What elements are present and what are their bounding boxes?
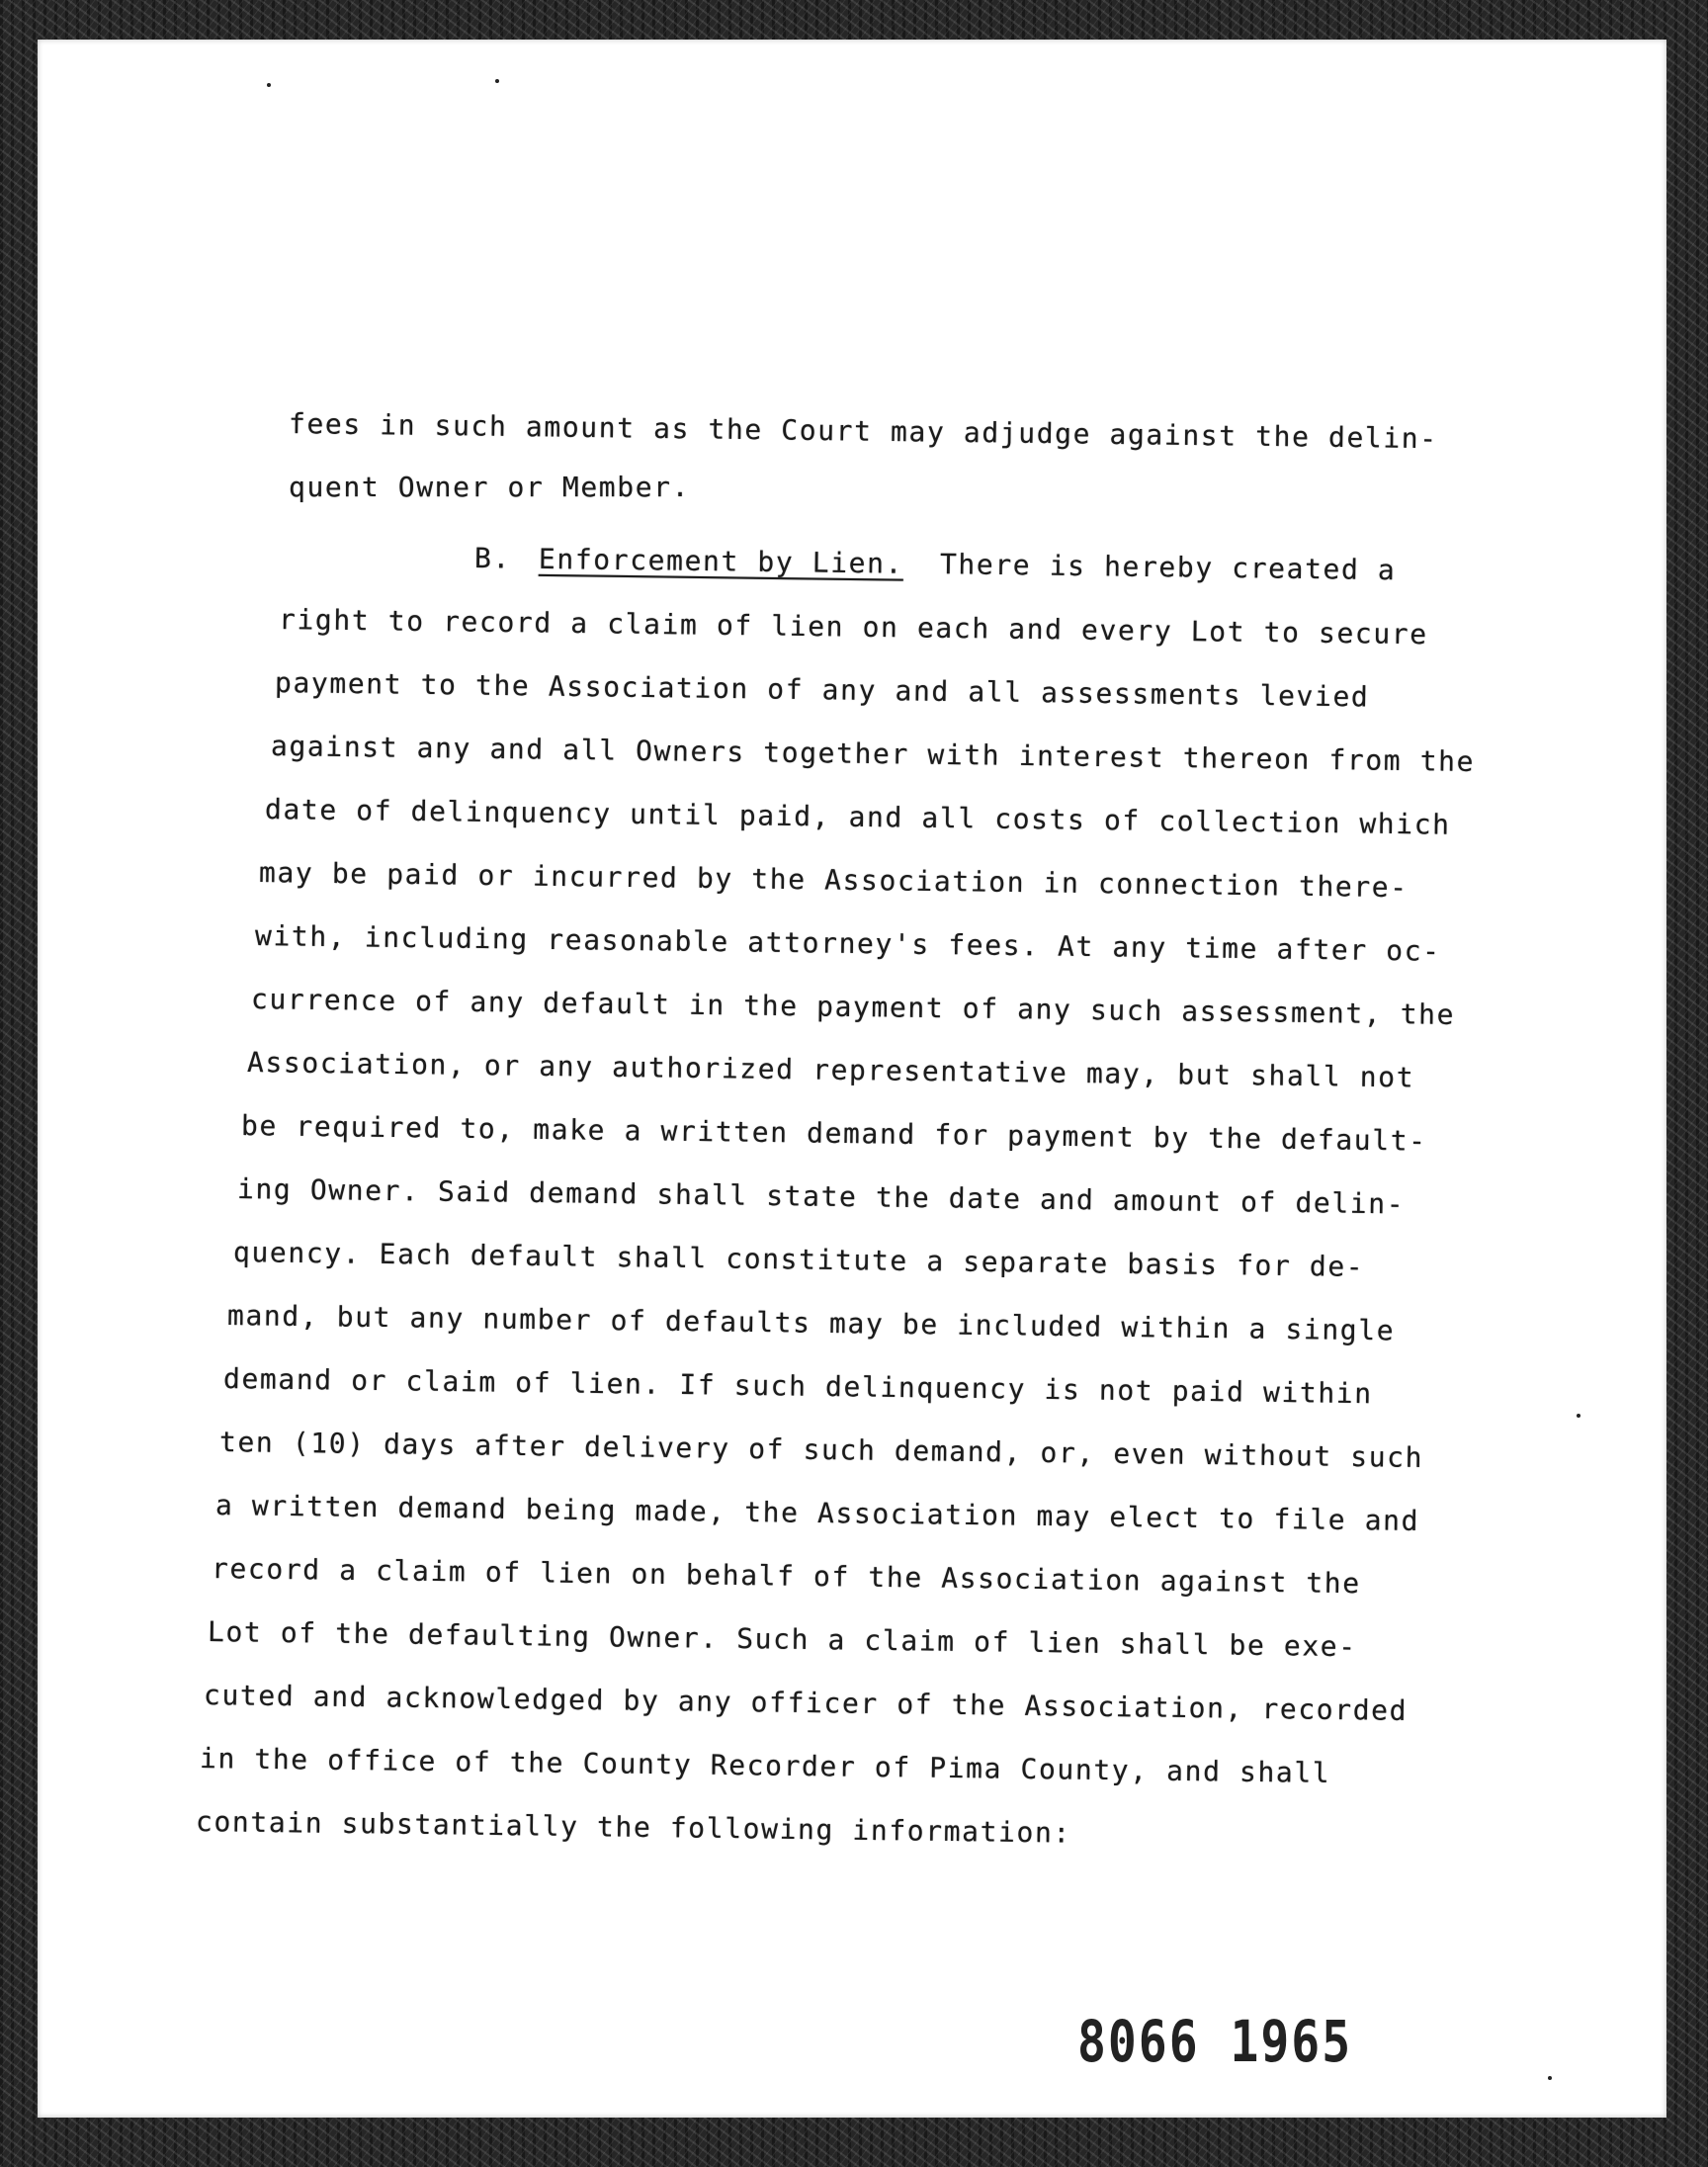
text-line: record a claim of lien on behalf of the Association against the (211, 1552, 1361, 1601)
text-line: payment to the Association of any and all assessments levied (274, 666, 1370, 714)
text-line: date of delinquency until paid, and all costs of collection which (264, 793, 1451, 841)
section-heading: Enforcement by Lien. (538, 542, 904, 580)
text-line: fees in such amount as the Court may adjudge against the delin- (288, 407, 1438, 456)
text-line: in the office of the County Recorder of Pima County, and shall (199, 1742, 1331, 1789)
text-line: against any and all Owners together with interest thereon from the (270, 730, 1476, 778)
text-line: Lot of the defaulting Owner. Such a claim of lien shall be exe- (207, 1615, 1357, 1664)
text-line: mand, but any number of defaults may be included within a single (226, 1299, 1396, 1347)
text-line: cuted and acknowledged by any officer of the Association, recorded (203, 1679, 1409, 1727)
text-line: quency. Each default shall constitute a separate basis for de- (232, 1236, 1365, 1283)
document-body (38, 40, 1666, 2118)
text-line: right to record a claim of lien on each and every Lot to secure (278, 603, 1428, 651)
page-stamp: 8066 1965 (1077, 2009, 1353, 2076)
text-line: ten (10) days after delivery of such demand, or, even without such (218, 1426, 1424, 1474)
text-line: be required to, make a written demand for payment by the default- (240, 1109, 1427, 1158)
document-page (38, 40, 1666, 2118)
text-line: currence of any default in the payment of any such assessment, the (250, 983, 1456, 1031)
text-line: Association, or any authorized representative may, but shall not (246, 1046, 1415, 1094)
text-line: a written demand being made, the Association may elect to file and (214, 1489, 1420, 1537)
section-heading-line (474, 542, 1397, 586)
text-line: contain substantially the following information: (195, 1805, 1072, 1850)
text-line: demand or claim of lien. If such delinquency is not paid within (222, 1362, 1373, 1411)
text-line: quent Owner or Member. (289, 471, 691, 503)
section-number: B. (473, 542, 512, 575)
text-line: with, including reasonable attorney's fees. At any time after oc- (254, 919, 1441, 968)
text-line: may be paid or incurred by the Association in connection there- (258, 856, 1409, 905)
section-heading-rest: There is hereby created a (939, 548, 1397, 587)
text-line: ing Owner. Said demand shall state the date and amount of delin- (236, 1172, 1406, 1221)
